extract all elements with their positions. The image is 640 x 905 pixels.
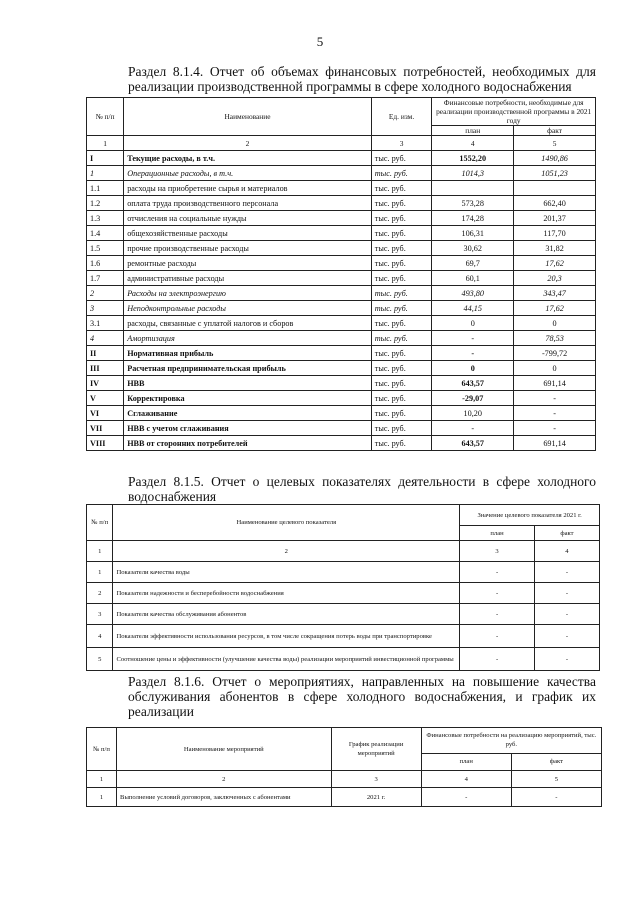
row-fact: - <box>534 604 599 625</box>
row-plan: - <box>421 788 511 807</box>
row-num: 1 <box>87 166 124 181</box>
row-name: ремонтные расходы <box>124 256 372 271</box>
row-fact: -799,72 <box>514 346 596 361</box>
row-name: Расчетная предпринимательская прибыль <box>124 361 372 376</box>
row-num: 4 <box>87 331 124 346</box>
header-fin: Финансовые потребности, необходимые для реализации производственной программы в 2021 году <box>432 98 596 126</box>
row-name: Неподконтрольные расходы <box>124 301 372 316</box>
row-name: Операционные расходы, в т.ч. <box>124 166 372 181</box>
targets-table <box>86 504 600 671</box>
header-name: Наименование <box>124 98 372 136</box>
row-fact: - <box>534 562 599 583</box>
row-num: I <box>87 151 124 166</box>
row-plan: 106,31 <box>432 226 514 241</box>
header-num: № п/п <box>87 505 113 541</box>
row-plan: -29,07 <box>432 391 514 406</box>
row-name: Корректировка <box>124 391 372 406</box>
row-name: Соотношение цены и эффективности (улучшение качества воды) реализации мероприятий инвестиционной программы <box>113 648 460 671</box>
header-plan: план <box>421 753 511 770</box>
table-row <box>87 604 600 625</box>
row-plan: - <box>460 604 535 625</box>
row-fact <box>514 181 596 196</box>
row-plan: 643,57 <box>432 376 514 391</box>
row-fact: 1051,23 <box>514 166 596 181</box>
row-name: Показатели эффективности использования ресурсов, в том числе сокращения потерь воды при транспортировке <box>113 625 460 648</box>
row-name: Нормативная прибыль <box>124 346 372 361</box>
row-num: 1 <box>87 562 113 583</box>
row-num: 5 <box>87 648 113 671</box>
table-row <box>87 391 596 406</box>
header-fin: Финансовые потребности на реализацию мероприятий, тыс. руб. <box>421 728 601 754</box>
row-fact: - <box>534 583 599 604</box>
table-row <box>87 625 600 648</box>
table-row <box>87 331 596 346</box>
colnum: 5 <box>511 771 601 788</box>
row-unit: тыс. руб. <box>371 361 432 376</box>
row-plan: 1552,20 <box>432 151 514 166</box>
row-unit: тыс. руб. <box>371 376 432 391</box>
row-schedule: 2021 г. <box>331 788 421 807</box>
row-plan: - <box>460 562 535 583</box>
row-unit: тыс. руб. <box>371 421 432 436</box>
table-row <box>87 406 596 421</box>
row-unit: тыс. руб. <box>371 151 432 166</box>
row-num: 3 <box>87 604 113 625</box>
row-num: V <box>87 391 124 406</box>
colnum: 1 <box>87 136 124 151</box>
header-num: № п/п <box>87 728 117 771</box>
row-unit: тыс. руб. <box>371 436 432 451</box>
row-num: 3.1 <box>87 316 124 331</box>
row-fact: 31,82 <box>514 241 596 256</box>
row-num: 2 <box>87 583 113 604</box>
colnum: 4 <box>534 541 599 562</box>
row-num: 3 <box>87 301 124 316</box>
row-unit: тыс. руб. <box>371 196 432 211</box>
row-name: Показатели качества обслуживания абонентов <box>113 604 460 625</box>
row-plan: 60,1 <box>432 271 514 286</box>
row-unit: тыс. руб. <box>371 316 432 331</box>
row-unit: тыс. руб. <box>371 226 432 241</box>
row-unit: тыс. руб. <box>371 241 432 256</box>
row-unit: тыс. руб. <box>371 181 432 196</box>
row-num: III <box>87 361 124 376</box>
section-heading-2 <box>86 474 596 504</box>
row-num: 2 <box>87 286 124 301</box>
table-row <box>87 301 596 316</box>
row-fact: 117,70 <box>514 226 596 241</box>
row-name: расходы, связанные с уплатой налогов и сборов <box>124 316 372 331</box>
row-plan: 0 <box>432 316 514 331</box>
row-name: Амортизация <box>124 331 372 346</box>
row-plan: 44,15 <box>432 301 514 316</box>
row-name: Текущие расходы, в т.ч. <box>124 151 372 166</box>
row-unit: тыс. руб. <box>371 346 432 361</box>
table-row <box>87 166 596 181</box>
colnum: 3 <box>331 771 421 788</box>
header-fact: факт <box>514 126 596 136</box>
row-unit: тыс. руб. <box>371 331 432 346</box>
colnum: 5 <box>514 136 596 151</box>
row-plan: 643,57 <box>432 436 514 451</box>
page-number: 5 <box>316 34 324 49</box>
row-name: Показатели надежности и бесперебойности водоснабжения <box>113 583 460 604</box>
row-plan: 174,28 <box>432 211 514 226</box>
row-num: 1.5 <box>87 241 124 256</box>
row-fact: - <box>514 406 596 421</box>
table-row <box>87 286 596 301</box>
row-num: VI <box>87 406 124 421</box>
row-fact: 662,40 <box>514 196 596 211</box>
measures-table <box>86 727 602 807</box>
header-plan: план <box>432 126 514 136</box>
row-unit: тыс. руб. <box>371 391 432 406</box>
row-fact: - <box>534 648 599 671</box>
table-row <box>87 256 596 271</box>
section-heading-2-text: Раздел 8.1.5. Отчет о целевых показателях деятельности в сфере холодного водоснабжения <box>128 474 596 504</box>
table-row <box>87 562 600 583</box>
row-name: прочие производственные расходы <box>124 241 372 256</box>
header-schedule: График реализации мероприятий <box>331 728 421 771</box>
row-fact: 20,3 <box>514 271 596 286</box>
row-fact: - <box>514 421 596 436</box>
row-fact: 343,47 <box>514 286 596 301</box>
colnum: 2 <box>124 136 372 151</box>
table-row <box>87 151 596 166</box>
header-name: Наименование целевого показателя <box>113 505 460 541</box>
row-unit: тыс. руб. <box>371 271 432 286</box>
row-num: VII <box>87 421 124 436</box>
row-plan: 30,62 <box>432 241 514 256</box>
row-name: Выполнение условий договоров, заключенных с абонентами <box>117 788 331 807</box>
row-name: расходы на приобретение сырья и материалов <box>124 181 372 196</box>
row-unit: тыс. руб. <box>371 256 432 271</box>
row-plan: 10,20 <box>432 406 514 421</box>
colnum: 4 <box>432 136 514 151</box>
row-fact: 1490,86 <box>514 151 596 166</box>
colnum: 2 <box>117 771 331 788</box>
row-plan: 1014,3 <box>432 166 514 181</box>
header-plan: план <box>460 526 535 541</box>
row-plan: - <box>432 421 514 436</box>
row-num: 4 <box>87 625 113 648</box>
table-row <box>87 181 596 196</box>
row-name: Расходы на электроэнергию <box>124 286 372 301</box>
table-row <box>87 226 596 241</box>
colnum: 1 <box>87 771 117 788</box>
row-name: Показатели качества воды <box>113 562 460 583</box>
header-value: Значение целевого показателя 2021 г. <box>460 505 600 526</box>
row-name: Сглаживание <box>124 406 372 421</box>
table-row <box>87 241 596 256</box>
row-fact: 691,14 <box>514 436 596 451</box>
row-num: II <box>87 346 124 361</box>
row-name: НВВ от сторонних потребителей <box>124 436 372 451</box>
row-name: НВВ с учетом сглаживания <box>124 421 372 436</box>
section-heading-1 <box>86 64 596 94</box>
row-fact: 17,62 <box>514 301 596 316</box>
colnum: 3 <box>460 541 535 562</box>
section-heading-3 <box>86 674 596 719</box>
table-row <box>87 648 600 671</box>
table-row <box>87 583 600 604</box>
table-row <box>87 788 602 807</box>
row-fact: 17,62 <box>514 256 596 271</box>
row-num: VIII <box>87 436 124 451</box>
row-plan: 0 <box>432 361 514 376</box>
row-plan <box>432 181 514 196</box>
table-row <box>87 271 596 286</box>
finance-table <box>86 97 596 451</box>
row-num: 1.1 <box>87 181 124 196</box>
row-fact: - <box>534 625 599 648</box>
row-unit: тыс. руб. <box>371 166 432 181</box>
row-fact: 691,14 <box>514 376 596 391</box>
row-fact: - <box>511 788 601 807</box>
row-unit: тыс. руб. <box>371 301 432 316</box>
row-plan: - <box>432 331 514 346</box>
row-fact: - <box>514 391 596 406</box>
row-unit: тыс. руб. <box>371 211 432 226</box>
row-name: отчисления на социальные нужды <box>124 211 372 226</box>
section-heading-3-text: Раздел 8.1.6. Отчет о мероприятиях, направленных на повышение качества обслуживания абонентов в сфере холодного водоснабжения, и график их реализации <box>128 674 596 719</box>
row-plan: 69,7 <box>432 256 514 271</box>
row-fact: 0 <box>514 316 596 331</box>
table-row <box>87 196 596 211</box>
row-name: НВВ <box>124 376 372 391</box>
row-num: 1.7 <box>87 271 124 286</box>
row-name: общехозяйственные расходы <box>124 226 372 241</box>
row-plan: - <box>460 625 535 648</box>
table-row <box>87 436 596 451</box>
table-row <box>87 316 596 331</box>
table-row <box>87 361 596 376</box>
row-num: 1.2 <box>87 196 124 211</box>
header-fact: факт <box>511 753 601 770</box>
row-num: 1.4 <box>87 226 124 241</box>
row-plan: 493,80 <box>432 286 514 301</box>
row-num: 1.6 <box>87 256 124 271</box>
table-row <box>87 376 596 391</box>
table-row <box>87 421 596 436</box>
header-fact: факт <box>534 526 599 541</box>
row-num: IV <box>87 376 124 391</box>
header-num: № п/п <box>87 98 124 136</box>
row-plan: - <box>460 583 535 604</box>
row-fact: 78,53 <box>514 331 596 346</box>
row-unit: тыс. руб. <box>371 286 432 301</box>
row-name: административные расходы <box>124 271 372 286</box>
header-name: Наименование мероприятий <box>117 728 331 771</box>
row-plan: - <box>432 346 514 361</box>
row-name: оплата труда производственного персонала <box>124 196 372 211</box>
row-num: 1.3 <box>87 211 124 226</box>
colnum: 3 <box>371 136 432 151</box>
row-plan: - <box>460 648 535 671</box>
row-fact: 201,37 <box>514 211 596 226</box>
section-heading-1-text: Раздел 8.1.4. Отчет об объемах финансовых потребностей, необходимых для реализации производственной программы в сфере холодного водоснабжения <box>128 64 596 94</box>
row-unit: тыс. руб. <box>371 406 432 421</box>
colnum: 4 <box>421 771 511 788</box>
table-row <box>87 211 596 226</box>
table-row <box>87 346 596 361</box>
colnum: 2 <box>113 541 460 562</box>
row-fact: 0 <box>514 361 596 376</box>
row-plan: 573,28 <box>432 196 514 211</box>
row-num: 1 <box>87 788 117 807</box>
header-unit: Ед. изм. <box>371 98 432 136</box>
colnum: 1 <box>87 541 113 562</box>
